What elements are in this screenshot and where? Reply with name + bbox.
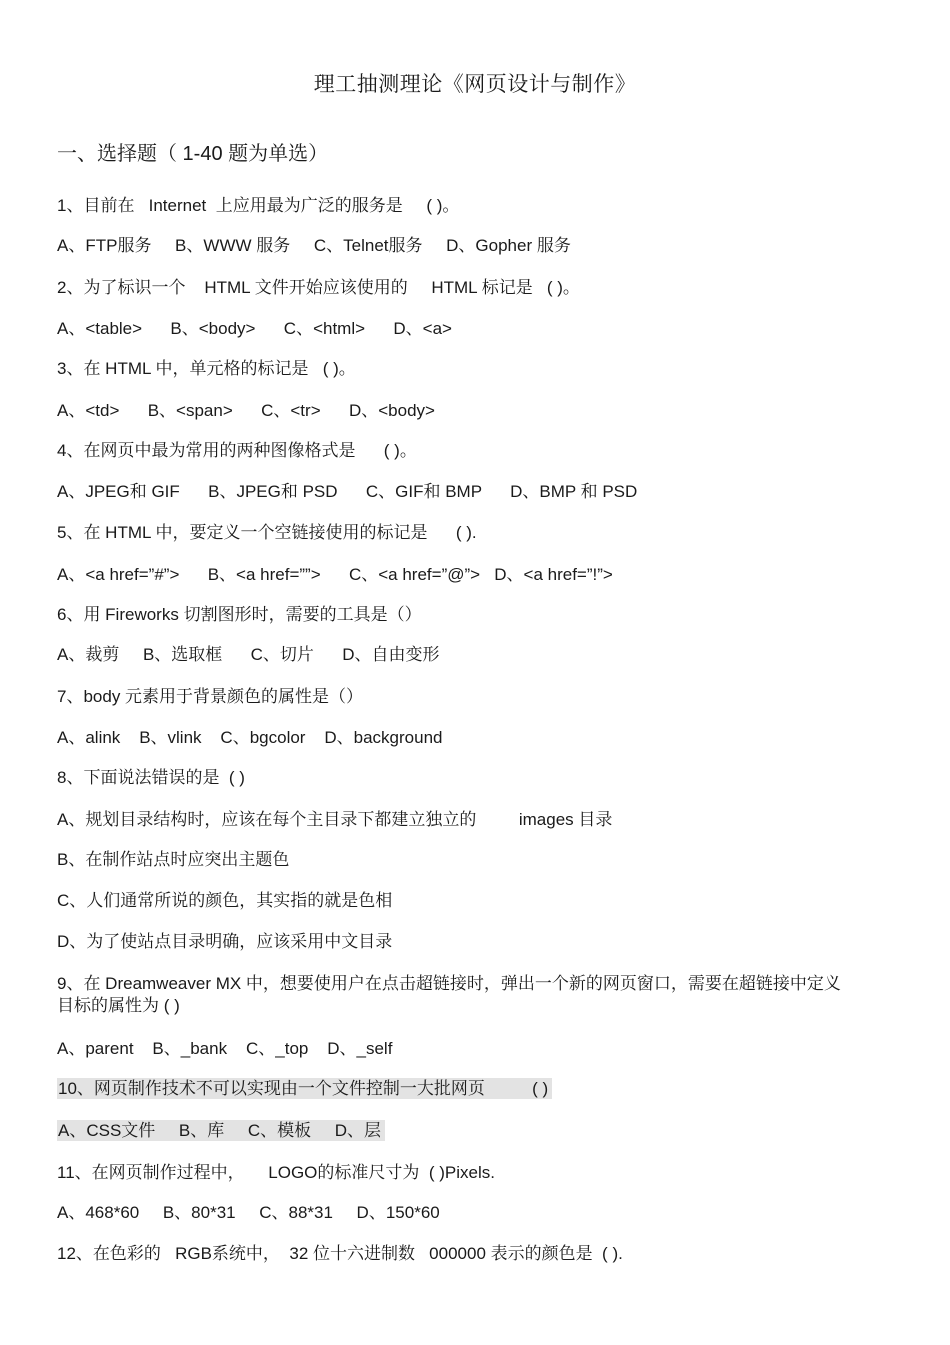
question-9: 9、在 Dreamweaver MX 中，想要使用户在点击超链接时，弹出一个新的网页窗口，需要在超链接中定义目标的属性为 ( ) [57,974,841,1015]
question-12: 12、在色彩的 RGB系统中， 32 位十六进制数 000000 表示的颜色是 ( ). [57,1244,623,1263]
section-heading: 一、选择题（ 1-40 题为单选） [57,143,329,165]
question-3: 3、在 HTML 中，单元格的标记是 ( )。 [57,359,356,378]
question-11-options: A、468*60 B、80*31 C、88*31 D、150*60 [57,1203,440,1222]
question-11: 11、在网页制作过程中， LOGO的标准尺寸为 ( )Pixels. [57,1163,495,1182]
question-5: 5、在 HTML 中，要定义一个空链接使用的标记是 ( ). [57,523,477,542]
document-title: 理工抽测理论《网页设计与制作》 [313,72,637,96]
question-9-options: A、parent B、_bank C、_top D、_self [57,1039,393,1058]
question-3-options: A、<td> B、<span> C、<tr> D、<body> [57,401,435,420]
question-7: 7、body 元素用于背景颜色的属性是（） [57,687,364,706]
question-1: 1、目前在 Internet 上应用最为广泛的服务是 ( )。 [57,196,460,215]
question-5-options: A、<a href=”#”> B、<a href=””> C、<a href=”@”> D、<a href=”!”> [57,565,613,584]
question-7-options: A、alink B、vlink C、bgcolor D、background [57,728,443,747]
question-4-options: A、JPEG和 GIF B、JPEG和 PSD C、GIF和 BMP D、BMP 和 PSD [57,482,638,501]
question-8-option-c: C、人们通常所说的颜色，其实指的就是色相 [57,891,393,910]
question-1-options: A、FTP服务 B、WWW 服务 C、Telnet服务 D、Gopher 服务 [57,236,571,255]
question-10-highlighted: 10、网页制作技术不可以实现由一个文件控制一大批网页 ( ) [57,1078,552,1099]
question-8-option-d: D、为了使站点目录明确，应该采用中文目录 [57,932,393,951]
question-8-option-a: A、规划目录结构时，应该在每个主目录下都建立独立的 images 目录 [57,810,613,829]
question-6: 6、用 Fireworks 切割图形时，需要的工具是（） [57,605,422,624]
question-8-option-b: B、在制作站点时应突出主题色 [57,850,290,869]
question-4: 4、在网页中最为常用的两种图像格式是 ( )。 [57,441,417,460]
question-8: 8、下面说法错误的是 ( ) [57,768,245,787]
question-10-options-highlighted: A、CSS文件 B、库 C、模板 D、层 [57,1120,385,1141]
question-6-options: A、裁剪 B、选取框 C、切片 D、自由变形 [57,645,440,664]
question-2-options: A、<table> B、<body> C、<html> D、<a> [57,319,452,338]
question-2: 2、为了标识一个 HTML 文件开始应该使用的 HTML 标记是 ( )。 [57,278,580,297]
